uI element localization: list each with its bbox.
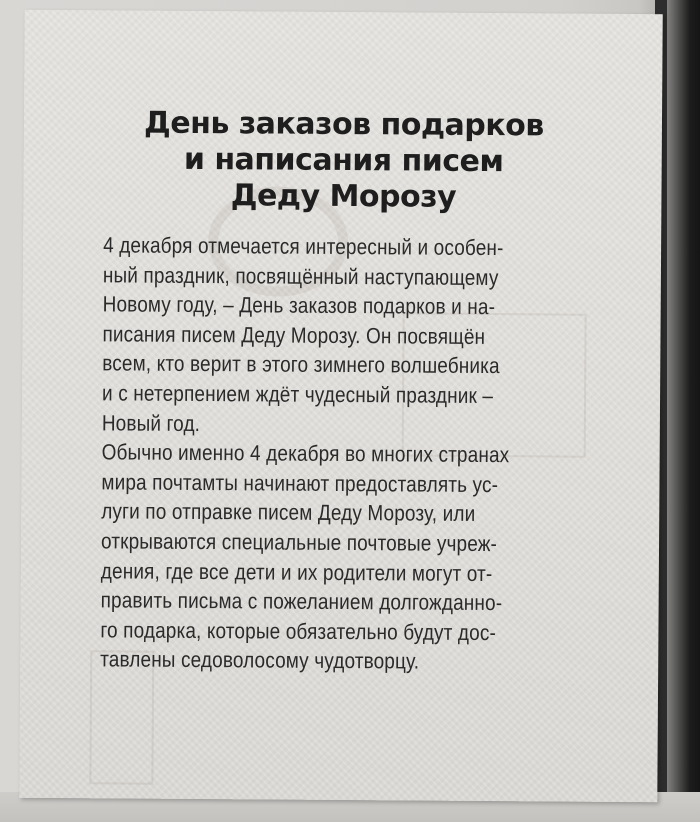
text-line: и с нетерпением ждёт чудесный праздник –	[101, 380, 494, 409]
text-line: ный праздник, посвящённый наступающему	[102, 261, 499, 290]
text-line: луги по отправке писем Деду Морозу, или	[101, 498, 476, 527]
paragraph-2	[100, 437, 622, 677]
headline-line: Деду Морозу	[230, 178, 457, 215]
text-line: дения, где все дети и их родители могут от-	[100, 557, 493, 586]
text-line: 4 декабря отмечается интересный и особен-	[103, 232, 504, 261]
text-line: всем, кто верит в этого зимнего волшебника	[102, 350, 500, 379]
text-line: писания писем Деду Морозу. Он посвящён	[102, 321, 486, 349]
text-line: мира почтамты начинают предоставлять ус-	[101, 469, 499, 497]
text-line: Новому году, – День заказов подарков и на-	[102, 291, 496, 320]
paragraph-1	[102, 230, 623, 441]
article-headline	[83, 105, 604, 217]
newspaper-clipping	[19, 10, 662, 802]
headline-line: и написания писем	[183, 141, 504, 180]
text-line: править письма с пожеланием долгожданно-	[100, 587, 503, 616]
text-line: Обычно именно 4 декабря во многих странах	[101, 439, 510, 468]
text-line: открываются специальные почтовые учреж-	[100, 528, 498, 557]
headline-line: День заказов подарков	[143, 105, 544, 144]
article-body	[100, 230, 623, 678]
text-line: тавлены седоволосому чудотворцу.	[100, 646, 420, 674]
text-line: Новый год.	[101, 409, 201, 436]
text-line: го подарка, которые обязательно будут дос-	[100, 617, 497, 645]
